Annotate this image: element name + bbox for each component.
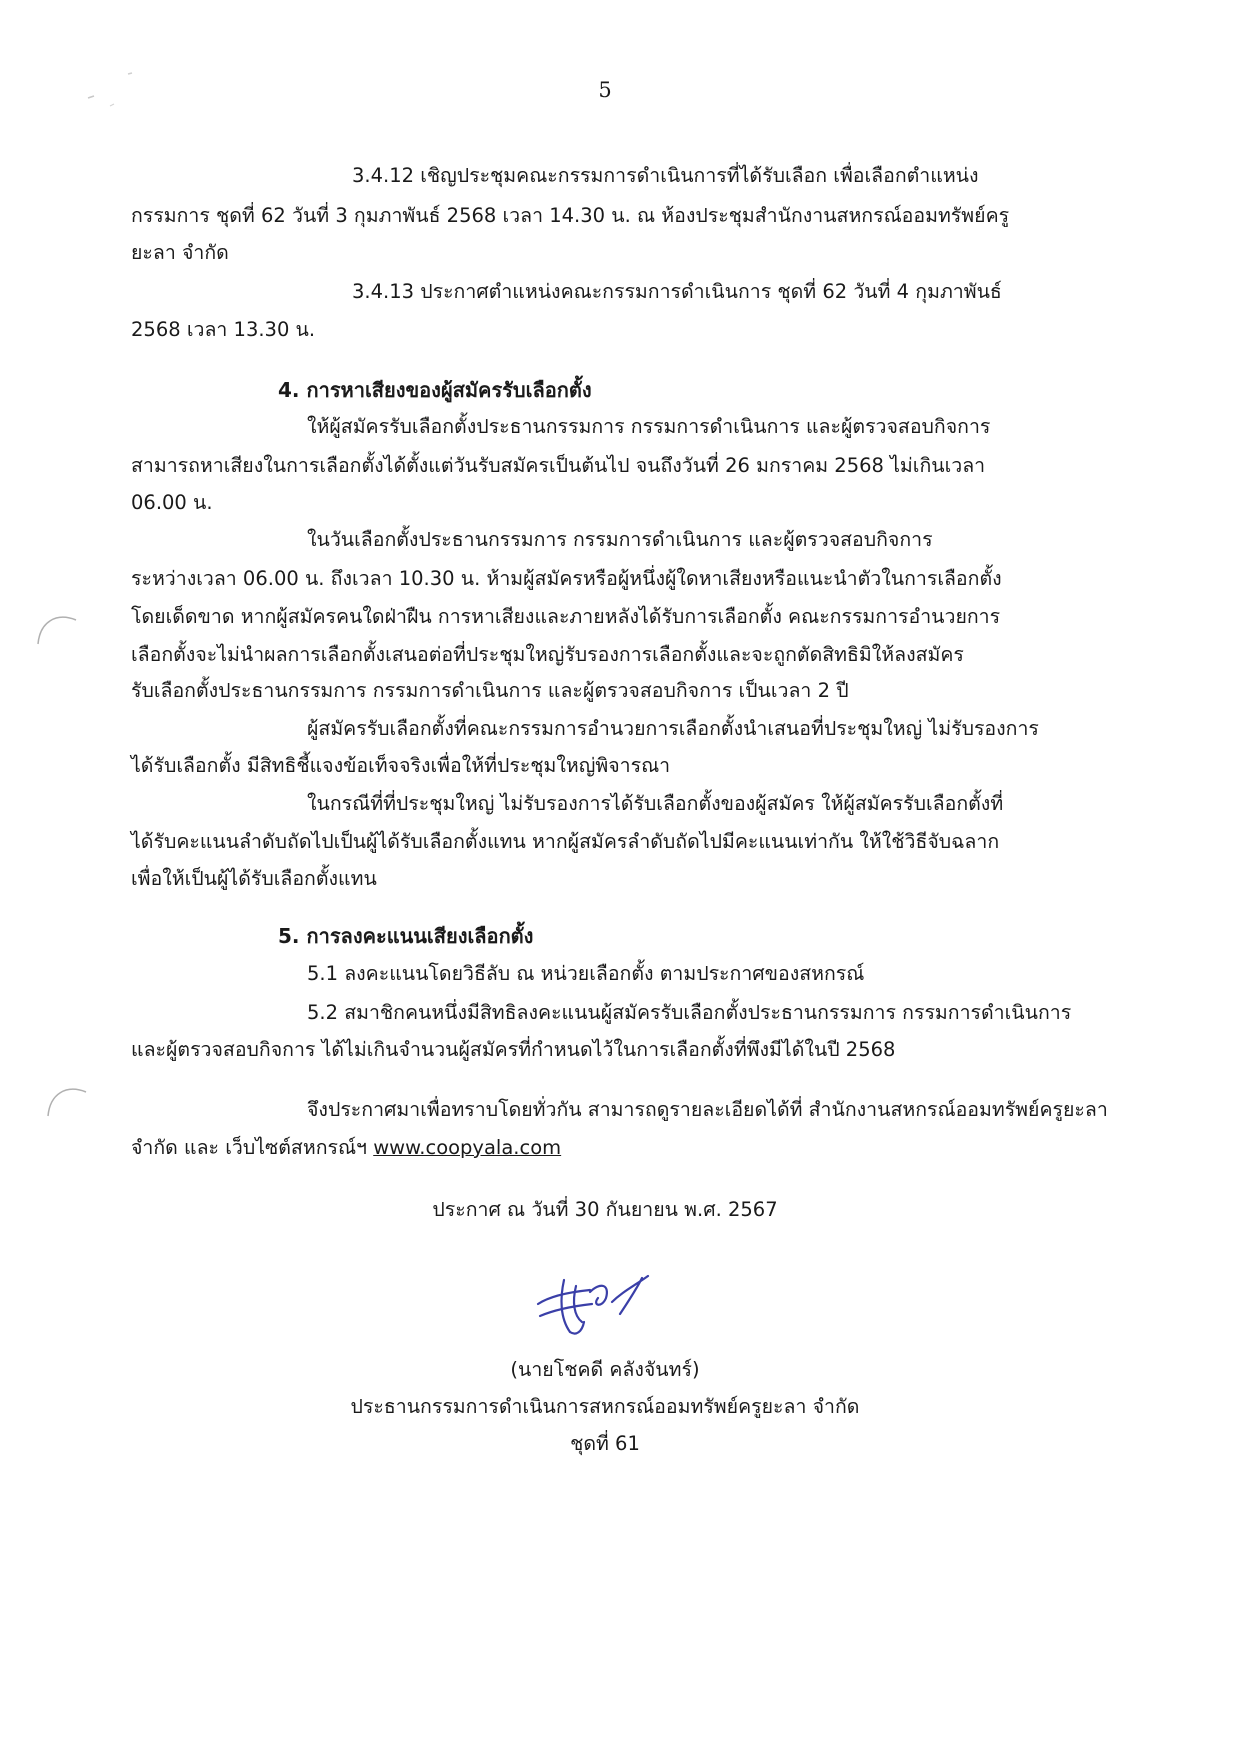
punch-hole-mark-upper — [32, 608, 82, 648]
announcement-date: ประกาศ ณ วันที่ 30 กันยายน พ.ศ. 2567 — [432, 1198, 778, 1221]
section-heading-4: 4. การหาเสียงของผู้สมัครรับเลือกตั้ง — [278, 378, 592, 402]
text-line: 06.00 น. — [131, 491, 213, 514]
text-line-3-4-13: 3.4.13 ประกาศตำแหน่งคณะกรรมการดำเนินการ ชุดที่ 62 วันที่ 4 กุมภาพันธ์ — [352, 280, 1002, 303]
text-line: ผู้สมัครรับเลือกตั้งที่คณะกรรมการอำนวยการเลือกตั้งนำเสนอที่ประชุมใหญ่ ไม่รับรองการ — [307, 717, 1039, 740]
text-line: กรรมการ ชุดที่ 62 วันที่ 3 กุมภาพันธ์ 2568 เวลา 14.30 น. ณ ห้องประชุมสำนักงานสหกรณ์ออมทรัพย์ครู — [131, 204, 1010, 227]
website-link[interactable]: www.coopyala.com — [373, 1136, 562, 1159]
text-line: ในกรณีที่ที่ประชุมใหญ่ ไม่รับรองการได้รับเลือกตั้งของผู้สมัคร ให้ผู้สมัครรับเลือกตั้งที่ — [307, 792, 1004, 815]
signature-image — [530, 1262, 670, 1342]
text-line: ได้รับเลือกตั้ง มีสิทธิชี้แจงข้อเท็จจริงเพื่อให้ที่ประชุมใหญ่พิจารณา — [131, 754, 671, 777]
text-line: ในวันเลือกตั้งประธานกรรมการ กรรมการดำเนินการ และผู้ตรวจสอบกิจการ — [307, 528, 933, 551]
text-line: 2568 เวลา 13.30 น. — [131, 318, 316, 341]
text-line: เพื่อให้เป็นผู้ได้รับเลือกตั้งแทน — [131, 867, 377, 890]
text-line: ให้ผู้สมัครรับเลือกตั้งประธานกรรมการ กรรมการดำเนินการ และผู้ตรวจสอบกิจการ — [307, 415, 991, 438]
text-line-3-4-12: 3.4.12 เชิญประชุมคณะกรรมการดำเนินการที่ได้รับเลือก เพื่อเลือกตำแหน่ง — [352, 164, 979, 187]
text-line-5-2: 5.2 สมาชิกคนหนึ่งมีสิทธิลงคะแนนผู้สมัครรับเลือกตั้งประธานกรรมการ กรรมการดำเนินการ — [307, 1001, 1072, 1024]
text-line: ได้รับคะแนนลำดับถัดไปเป็นผู้ได้รับเลือกตั้งแทน หากผู้สมัครลำดับถัดไปมีคะแนนเท่ากัน ให้ใช้วิธีจับฉลาก — [131, 830, 1000, 853]
section-heading-5: 5. การลงคะแนนเสียงเลือกตั้ง — [278, 924, 534, 948]
signer-title: ประธานกรรมการดำเนินการสหกรณ์ออมทรัพย์ครูยะลา จำกัด — [350, 1395, 860, 1418]
page-number: 5 — [598, 78, 612, 102]
text-line: ระหว่างเวลา 06.00 น. ถึงเวลา 10.30 น. ห้ามผู้สมัครหรือผู้หนึ่งผู้ใดหาเสียงหรือแนะนำตัวในการเลือกตั้ง — [131, 567, 1002, 590]
text-line: โดยเด็ดขาด หากผู้สมัครคนใดฝ่าฝืน การหาเสียงและภายหลังได้รับการเลือกตั้ง คณะกรรมการอำนวยการ — [131, 605, 1001, 628]
signer-set: ชุดที่ 61 — [570, 1432, 640, 1455]
text-line: สามารถหาเสียงในการเลือกตั้งได้ตั้งแต่วันรับสมัครเป็นต้นไป จนถึงวันที่ 26 มกราคม 2568 ไม่เกินเวลา — [131, 454, 986, 477]
text-line-5-1: 5.1 ลงคะแนนโดยวิธีลับ ณ หน่วยเลือกตั้ง ตามประกาศของสหกรณ์ — [307, 962, 865, 985]
text-line: จึงประกาศมาเพื่อทราบโดยทั่วกัน สามารถดูรายละเอียดได้ที่ สำนักงานสหกรณ์ออมทรัพย์ครูยะลา — [307, 1098, 1108, 1121]
punch-hole-mark-lower — [42, 1080, 92, 1120]
text-line-website — [131, 1138, 561, 1158]
text-line: เลือกตั้งจะไม่นำผลการเลือกตั้งเสนอต่อที่ประชุมใหญ่รับรองการเลือกตั้งและจะถูกตัดสิทธิมิให้ลงสมัคร — [131, 643, 964, 666]
text-line: ยะลา จำกัด — [131, 241, 229, 264]
text-line: รับเลือกตั้งประธานกรรมการ กรรมการดำเนินการ และผู้ตรวจสอบกิจการ เป็นเวลา 2 ปี — [131, 679, 849, 702]
website-label: จำกัด และ เว็บไซต์สหกรณ์ฯ — [131, 1136, 368, 1159]
text-line: และผู้ตรวจสอบกิจการ ได้ไม่เกินจำนวนผู้สมัครที่กำหนดไว้ในการเลือกตั้งที่พึงมีได้ในปี 2568 — [131, 1038, 896, 1061]
signer-name: (นายโชคดี คลังจันทร์) — [510, 1358, 700, 1381]
